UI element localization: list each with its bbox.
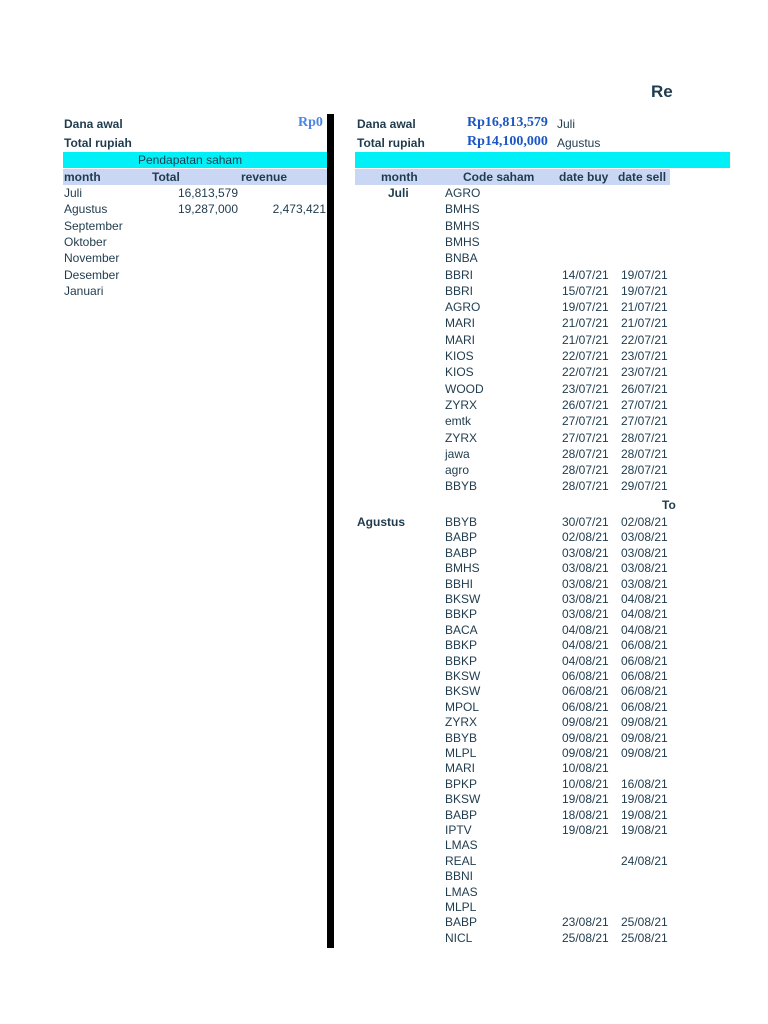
date-sell-cell: 28/07/21 [621,463,668,478]
left-header-total: Total [152,170,180,184]
date-sell-cell: 27/07/21 [621,414,668,429]
code-saham-cell: BKSW [445,669,481,683]
date-sell-cell: 03/08/21 [621,545,668,560]
date-sell-cell: 09/08/21 [621,730,668,745]
code-saham-cell: BKSW [445,792,481,807]
code-saham-cell: BMHS [445,234,480,249]
date-buy-cell: 04/08/21 [562,653,609,668]
date-sell-cell: 23/07/21 [621,365,668,380]
left-row-total: 19,287,000 [177,202,238,217]
code-saham-cell: BBKP [445,653,478,668]
date-buy-cell: 28/07/21 [562,479,609,494]
date-sell-cell: 06/08/21 [621,638,668,653]
sheet-title: Re [651,82,673,101]
code-saham-cell: BKSW [445,684,481,699]
date-buy-cell: 23/08/21 [562,915,609,930]
date-sell-cell: 28/07/21 [621,430,668,445]
left-row-month: November [64,251,120,266]
date-sell-cell: 04/08/21 [621,607,668,622]
right-header-month: month [381,170,418,184]
date-buy-cell: 23/07/21 [562,381,609,396]
date-buy-cell: 09/08/21 [562,746,609,760]
code-saham-cell: BBRI [445,267,474,282]
code-saham-cell: REAL [445,853,477,868]
date-sell-cell: 04/08/21 [621,622,668,637]
date-buy-cell: 19/08/21 [562,823,609,837]
code-saham-cell: BBNI [445,869,474,884]
date-buy-cell: 04/08/21 [562,638,609,653]
date-buy-cell: 09/08/21 [562,715,609,730]
date-sell-cell: 24/08/21 [621,853,668,868]
right-header-date-sell: date sell [618,170,667,184]
code-saham-cell: MARI [445,332,475,347]
right-header-code: Code saham [463,170,535,184]
code-saham-cell: agro [445,463,470,478]
date-sell-cell: 28/07/21 [621,446,668,461]
date-sell-cell: 09/08/21 [621,715,668,730]
left-row-month: Agustus [64,202,108,217]
code-saham-cell: BBRI [445,283,474,298]
right-month-juli: Juli [388,186,409,200]
date-sell-cell: 19/07/21 [621,283,668,298]
left-dana-awal-label: Dana awal [64,117,123,131]
date-sell-cell: 19/08/21 [621,792,668,807]
code-saham-cell: BABP [445,545,478,560]
date-buy-cell: 04/08/21 [562,622,609,637]
date-buy-cell: 28/07/21 [562,446,609,461]
code-saham-cell: ZYRX [445,715,478,730]
code-saham-cell: NICL [445,930,473,945]
date-buy-cell: 21/07/21 [562,332,609,347]
date-buy-cell: 27/07/21 [562,414,609,429]
right-dana-awal-month: Juli [557,117,576,131]
left-row-month: September [64,218,123,233]
right-total-rupiah-month: Agustus [557,136,601,150]
date-sell-cell: 19/08/21 [621,823,668,837]
right-header-date-buy: date buy [559,170,609,184]
code-saham-cell: MARI [445,316,475,331]
date-sell-cell: 16/08/21 [621,776,668,791]
code-saham-cell: BABP [445,530,478,545]
date-sell-cell: 06/08/21 [621,699,668,714]
date-sell-cell: 21/07/21 [621,300,668,315]
date-buy-cell: 02/08/21 [562,530,609,545]
left-row-month: Desember [64,267,120,282]
date-buy-cell: 03/08/21 [562,561,609,576]
date-sell-cell: 25/08/21 [621,915,668,930]
right-total-rupiah-value: Rp14,100,000 [467,134,548,149]
date-buy-cell: 15/07/21 [562,283,609,298]
code-saham-cell: LMAS [445,838,478,853]
code-saham-cell: MLPL [445,746,477,760]
code-saham-cell: BMHS [445,218,480,233]
code-saham-cell: BMHS [445,561,480,576]
left-total-rupiah-label: Total rupiah [64,136,132,150]
code-saham-cell: BABP [445,915,478,930]
date-sell-cell: 23/07/21 [621,349,668,363]
date-buy-cell: 27/07/21 [562,430,609,445]
right-dana-awal-label: Dana awal [357,117,416,131]
right-total-rupiah-label: Total rupiah [357,136,425,150]
code-saham-cell: MARI [445,761,475,776]
date-buy-cell: 21/07/21 [562,316,609,331]
date-sell-cell: 03/08/21 [621,561,668,576]
date-sell-cell: 22/07/21 [621,332,668,347]
date-buy-cell: 06/08/21 [562,699,609,714]
code-saham-cell: BBYB [445,479,478,494]
date-buy-cell: 06/08/21 [562,684,609,699]
date-sell-cell: 04/08/21 [621,592,668,606]
date-buy-cell: 03/08/21 [562,592,609,606]
date-sell-cell: 19/08/21 [621,807,668,822]
code-saham-cell: ZYRX [445,397,478,412]
code-saham-cell: AGRO [445,300,481,315]
date-buy-cell: 06/08/21 [562,669,609,683]
left-header-revenue: revenue [241,170,288,184]
date-buy-cell: 09/08/21 [562,730,609,745]
code-saham-cell: BBYB [445,730,478,745]
date-buy-cell: 28/07/21 [562,463,609,478]
code-saham-cell: AGRO [445,186,481,200]
date-buy-cell: 10/08/21 [562,761,609,776]
date-buy-cell: 22/07/21 [562,365,609,380]
left-section-title: Pendapatan saham [138,153,243,167]
date-buy-cell: 10/08/21 [562,776,609,791]
date-buy-cell: 03/08/21 [562,607,609,622]
code-saham-cell: LMAS [445,884,478,899]
code-saham-cell: BACA [445,622,478,637]
code-saham-cell: KIOS [445,365,474,380]
date-sell-cell: 21/07/21 [621,316,668,331]
code-saham-cell: emtk [445,414,472,429]
left-row-month: Januari [64,283,104,298]
date-sell-cell: 06/08/21 [621,684,668,699]
date-sell-cell: 06/08/21 [621,669,668,683]
code-saham-cell: IPTV [445,823,472,837]
date-sell-cell: 03/08/21 [621,576,668,591]
code-saham-cell: BBHI [445,576,474,591]
left-row-revenue: 2,473,421 [272,202,326,217]
date-sell-cell: 25/08/21 [621,930,668,945]
code-saham-cell: BPKP [445,776,478,791]
right-section-bar [355,152,730,168]
left-dana-awal-value: Rp0 [298,115,323,130]
date-buy-cell: 03/08/21 [562,576,609,591]
date-buy-cell: 19/08/21 [562,792,609,807]
left-row-month: Juli [64,186,83,200]
date-buy-cell: 25/08/21 [562,930,609,945]
code-saham-cell: jawa [445,446,470,461]
code-saham-cell: BMHS [445,202,480,217]
code-saham-cell: BBKP [445,638,478,653]
left-row-month: Oktober [64,234,107,249]
code-saham-cell: BBYB [445,515,478,529]
date-buy-cell: 22/07/21 [562,349,609,363]
code-saham-cell: MLPL [445,900,477,914]
date-sell-cell: 06/08/21 [621,653,668,668]
right-dana-awal-value: Rp16,813,579 [467,115,548,130]
date-sell-cell: 09/08/21 [621,746,668,760]
left-header-month: month [64,170,101,184]
date-buy-cell: 18/08/21 [562,807,609,822]
code-saham-cell: BBKP [445,607,478,622]
code-saham-cell: BABP [445,807,478,822]
date-buy-cell: 03/08/21 [562,545,609,560]
code-saham-cell: BNBA [445,251,478,266]
column-divider [327,114,334,948]
date-sell-cell: 19/07/21 [621,267,668,282]
right-total-fragment: To [662,498,676,512]
date-buy-cell: 30/07/21 [562,515,609,529]
date-sell-cell: 27/07/21 [621,397,668,412]
date-sell-cell: 02/08/21 [621,515,668,529]
code-saham-cell: ZYRX [445,430,478,445]
date-sell-cell: 29/07/21 [621,479,668,494]
code-saham-cell: MPOL [445,699,480,714]
date-buy-cell: 14/07/21 [562,267,609,282]
code-saham-cell: BKSW [445,592,481,606]
left-row-total: 16,813,579 [177,186,238,200]
left-header-bar [63,169,327,185]
right-month-agustus: Agustus [357,515,405,529]
date-sell-cell: 26/07/21 [621,381,668,396]
code-saham-cell: KIOS [445,349,474,363]
date-buy-cell: 26/07/21 [562,397,609,412]
date-buy-cell: 19/07/21 [562,300,609,315]
code-saham-cell: WOOD [445,381,484,396]
date-sell-cell: 03/08/21 [621,530,668,545]
